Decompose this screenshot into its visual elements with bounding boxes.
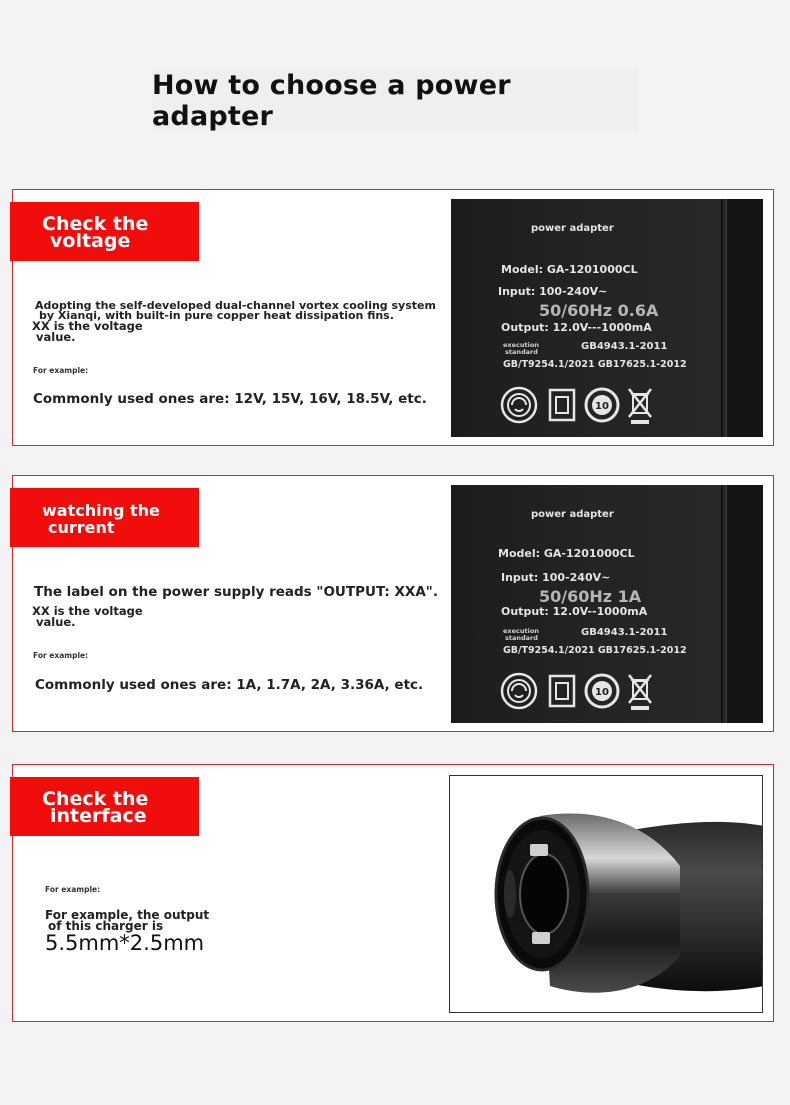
voltage-description xyxy=(35,301,436,321)
adapter-label-photo xyxy=(451,199,763,437)
tag-line-1: watching the xyxy=(42,501,160,520)
common-currents: Commonly used ones are: 1A, 1.7A, 2A, 3.36A, etc. xyxy=(35,677,424,693)
label-gb-1: GB4943.1-2011 xyxy=(581,341,668,352)
label-output: Output: 12.0V---1000mA xyxy=(501,321,652,334)
weee-bin-icon xyxy=(625,385,655,425)
interface-section-tag xyxy=(10,777,199,836)
exec-line-2: standard xyxy=(505,348,538,356)
current-section-tag xyxy=(10,488,199,547)
eco-10-icon xyxy=(583,385,621,425)
label-gb-1: GB4943.1-2011 xyxy=(581,627,668,638)
page-title: How to choose a power adapter xyxy=(152,70,511,132)
label-gb-2: GB/T9254.1/2021 GB17625.1-2012 xyxy=(503,359,687,370)
label-frequency: 50/60Hz 1A xyxy=(539,587,642,606)
interface-description xyxy=(45,910,209,932)
label-output: Output: 12.0V--1000mA xyxy=(501,605,648,618)
certification-icons xyxy=(499,671,659,711)
voltage-section-tag xyxy=(10,202,199,261)
xx-note-line-1: XX is the voltage xyxy=(32,604,143,618)
svg-text:10: 10 xyxy=(595,401,609,412)
interface-size: 5.5mm*2.5mm xyxy=(45,931,205,955)
eco-10-icon xyxy=(583,671,621,711)
example-label: For example: xyxy=(33,366,89,375)
label-title: power adapter xyxy=(531,223,614,234)
current-xx-note xyxy=(32,606,143,628)
common-voltages: Commonly used ones are: 12V, 15V, 16V, 18.5V, etc. xyxy=(33,391,427,407)
description-line-1: For example, the output xyxy=(45,908,210,922)
adapter-label-photo xyxy=(451,485,763,723)
tag-line-2: voltage xyxy=(50,230,131,252)
description-line-2: of this charger is xyxy=(48,919,164,933)
tag-line-1: Check the xyxy=(42,213,149,235)
label-title: power adapter xyxy=(531,509,614,520)
exec-line-1: execution xyxy=(503,627,539,635)
tag-line-2: current xyxy=(48,518,115,537)
interface-section xyxy=(12,764,774,1022)
label-model: Model: GA-1201000CL xyxy=(501,263,638,276)
exec-line-1: execution xyxy=(503,341,539,349)
dc-plug-photo xyxy=(449,775,763,1013)
label-model: Model: GA-1201000CL xyxy=(498,547,635,560)
exec-line-2: standard xyxy=(505,634,538,642)
dc-plug-illustration xyxy=(450,776,763,1013)
label-execution-standard xyxy=(503,342,539,356)
tag-line-2: interface xyxy=(50,805,147,827)
label-gb-2: GB/T9254.1/2021 GB17625.1-2012 xyxy=(503,645,687,656)
voltage-xx-note xyxy=(32,321,143,343)
xx-note-line-2: value. xyxy=(36,615,76,629)
page-title-bar xyxy=(152,70,638,132)
ccc-icon xyxy=(499,671,539,711)
voltage-section xyxy=(12,189,774,446)
tag-line-1: Check the xyxy=(42,788,149,810)
description-line-2: by Xianqi, with built-in pure copper heat dissipation fins. xyxy=(39,309,394,322)
current-section xyxy=(12,475,774,732)
xx-note-line-2: value. xyxy=(36,330,76,344)
label-input: Input: 100-240V~ xyxy=(501,571,611,584)
description-line-1: Adopting the self-developed dual-channel vortex cooling system xyxy=(35,299,436,312)
svg-text:10: 10 xyxy=(595,687,609,698)
label-frequency: 50/60Hz 0.6A xyxy=(539,301,659,320)
double-insulation-icon xyxy=(547,385,577,425)
ccc-icon xyxy=(499,385,539,425)
example-label: For example: xyxy=(45,885,101,894)
label-execution-standard xyxy=(503,628,539,642)
xx-note-line-1: XX is the voltage xyxy=(32,319,143,333)
label-input: Input: 100-240V~ xyxy=(498,285,608,298)
certification-icons xyxy=(499,385,659,425)
current-description: The label on the power supply reads "OUTPUT: XXA". xyxy=(34,584,438,600)
example-label: For example: xyxy=(33,651,89,660)
double-insulation-icon xyxy=(547,671,577,711)
weee-bin-icon xyxy=(625,671,655,711)
